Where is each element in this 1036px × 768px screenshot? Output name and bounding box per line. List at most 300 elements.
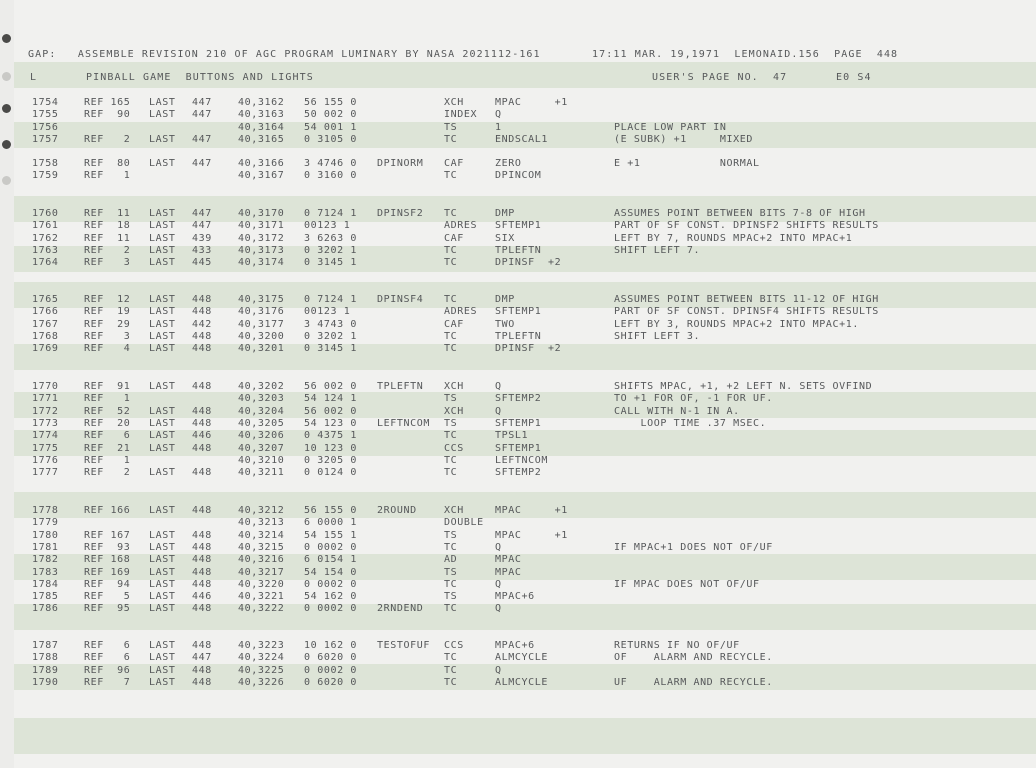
section-title: PINBALL GAME BUTTONS AND LIGHTS (86, 72, 314, 83)
last-label: LAST (149, 652, 176, 664)
last-page: 448 (192, 676, 212, 688)
ref-count: REF 165 (84, 97, 131, 108)
last-label: LAST (149, 330, 176, 342)
address: 40,3176 (238, 306, 285, 318)
last-label: LAST (149, 343, 176, 355)
operand: SFTEMP1 (495, 306, 542, 318)
last-page: 446 (192, 430, 212, 442)
last-label: LAST (149, 664, 176, 676)
line-number: 1764 (32, 257, 59, 269)
ref-count: REF 3 (84, 257, 131, 269)
operand: DMP (495, 294, 515, 305)
last-page: 448 (192, 467, 212, 479)
ref-count: REF 7 (84, 676, 131, 688)
opcode: TS (444, 121, 458, 133)
address: 40,3164 (238, 121, 285, 133)
comment: PART OF SF CONST. DPINSF4 SHIFTS RESULTS (614, 306, 879, 318)
address: 40,3167 (238, 170, 285, 182)
operand: SIX (495, 232, 515, 244)
feed-hole (2, 140, 11, 149)
last-page: 447 (192, 133, 212, 145)
opcode: CAF (444, 318, 464, 330)
line-number: 1785 (32, 591, 59, 603)
opcode: TC (444, 244, 458, 256)
feed-hole (2, 34, 11, 43)
last-label: LAST (149, 257, 176, 269)
header-title: GAP: ASSEMBLE REVISION 210 OF AGC PROGRAM LUMINARY BY NASA 2021112-161 (28, 49, 541, 60)
last-label: LAST (149, 467, 176, 479)
feed-hole (2, 104, 11, 113)
operand: DPINCOM (495, 170, 542, 182)
ref-count: REF 80 (84, 158, 131, 169)
line-number: 1770 (32, 381, 59, 392)
line-number: 1777 (32, 467, 59, 479)
octal-code: 10 162 0 (304, 640, 357, 651)
last-page: 447 (192, 652, 212, 664)
address: 40,3213 (238, 517, 285, 529)
operand: SFTEMP1 (495, 220, 542, 232)
line-number: 1756 (32, 121, 59, 133)
address: 40,3170 (238, 208, 285, 219)
last-page: 433 (192, 244, 212, 256)
last-label: LAST (149, 640, 176, 651)
octal-code: 0 7124 1 (304, 294, 357, 305)
last-page: 448 (192, 306, 212, 318)
opcode: CAF (444, 158, 464, 169)
comment: IF MPAC+1 DOES NOT OF/UF (614, 541, 773, 553)
last-label: LAST (149, 158, 176, 169)
comment: SHIFTS MPAC, +1, +2 LEFT N. SETS OVFIND (614, 381, 873, 392)
octal-code: 10 123 0 (304, 442, 357, 454)
octal-code: 54 123 0 (304, 417, 357, 429)
last-label: LAST (149, 603, 176, 615)
line-number: 1755 (32, 109, 59, 121)
eo-code: E0 S4 (836, 72, 872, 83)
ref-count: REF 11 (84, 208, 131, 219)
octal-code: 0 3160 0 (304, 170, 357, 182)
line-number: 1780 (32, 529, 59, 541)
operand: DPINSF +2 (495, 257, 562, 269)
last-label: LAST (149, 591, 176, 603)
last-label: LAST (149, 430, 176, 442)
last-page: 446 (192, 591, 212, 603)
ref-count: REF 12 (84, 294, 131, 305)
operand: DMP (495, 208, 515, 219)
comment: RETURNS IF NO OF/UF (614, 640, 740, 651)
operand: SFTEMP2 (495, 393, 542, 405)
comment: OF ALARM AND RECYCLE. (614, 652, 773, 664)
last-page: 448 (192, 417, 212, 429)
address: 40,3211 (238, 467, 285, 479)
operand: MPAC (495, 554, 522, 566)
ref-count: REF 6 (84, 652, 131, 664)
ref-count: REF 93 (84, 541, 131, 553)
last-page: 447 (192, 220, 212, 232)
ref-count: REF 169 (84, 566, 131, 578)
ref-count: REF 2 (84, 244, 131, 256)
address: 40,3201 (238, 343, 285, 355)
opcode: TC (444, 330, 458, 342)
octal-code: 0 3202 1 (304, 244, 357, 256)
last-label: LAST (149, 541, 176, 553)
address: 40,3221 (238, 591, 285, 603)
line-number: 1784 (32, 578, 59, 590)
comment: LEFT BY 7, ROUNDS MPAC+2 INTO MPAC+1 (614, 232, 853, 244)
opcode: TC (444, 454, 458, 466)
opcode: DOUBLE (444, 517, 484, 529)
operand: TPSL1 (495, 430, 529, 442)
octal-code: 50 002 0 (304, 109, 357, 121)
last-label: LAST (149, 381, 176, 392)
address: 40,3212 (238, 505, 285, 516)
address: 40,3200 (238, 330, 285, 342)
octal-code: 0 0002 0 (304, 603, 357, 615)
operand: SFTEMP1 (495, 417, 542, 429)
comment: E +1 NORMAL (614, 158, 760, 169)
comment: (E SUBK) +1 MIXED (614, 133, 754, 145)
ref-count: REF 95 (84, 603, 131, 615)
ref-count: REF 19 (84, 306, 131, 318)
last-page: 448 (192, 554, 212, 566)
last-page: 448 (192, 640, 212, 651)
address: 40,3202 (238, 381, 285, 392)
address: 40,3177 (238, 318, 285, 330)
line-number: 1786 (32, 603, 59, 615)
line-number: 1774 (32, 430, 59, 442)
octal-code: 3 4743 0 (304, 318, 357, 330)
operand: Q (495, 109, 502, 121)
octal-code: 0 7124 1 (304, 208, 357, 219)
symbol-label: TPLEFTN (377, 381, 424, 392)
operand: TPLEFTN (495, 244, 542, 256)
octal-code: 0 3145 1 (304, 257, 357, 269)
operand: MPAC (495, 566, 522, 578)
line-number: 1787 (32, 640, 59, 651)
operand: SFTEMP1 (495, 442, 542, 454)
last-label: LAST (149, 294, 176, 305)
ref-count: REF 4 (84, 343, 131, 355)
line-number: 1769 (32, 343, 59, 355)
line-number: 1758 (32, 158, 59, 169)
opcode: CCS (444, 442, 464, 454)
symbol-label: 2ROUND (377, 505, 417, 516)
operand: MPAC+6 (495, 640, 535, 651)
address: 40,3204 (238, 405, 285, 417)
octal-code: 0 6020 0 (304, 652, 357, 664)
opcode: TS (444, 393, 458, 405)
octal-code: 0 3105 0 (304, 133, 357, 145)
last-label: LAST (149, 97, 176, 108)
last-page: 448 (192, 566, 212, 578)
octal-code: 54 162 0 (304, 591, 357, 603)
ref-count: REF 167 (84, 529, 131, 541)
last-label: LAST (149, 566, 176, 578)
ref-count: REF 6 (84, 640, 131, 651)
paper-band (14, 718, 1036, 754)
address: 40,3216 (238, 554, 285, 566)
last-label: LAST (149, 232, 176, 244)
opcode: TC (444, 170, 458, 182)
users-page: USER'S PAGE NO. 47 (652, 72, 788, 83)
last-page: 447 (192, 158, 212, 169)
operand: LEFTNCOM (495, 454, 548, 466)
octal-code: 00123 1 (304, 220, 351, 232)
opcode: INDEX (444, 109, 478, 121)
last-label: LAST (149, 133, 176, 145)
address: 40,3206 (238, 430, 285, 442)
opcode: TC (444, 603, 458, 615)
opcode: XCH (444, 405, 464, 417)
ref-count: REF 1 (84, 170, 131, 182)
octal-code: 56 155 0 (304, 505, 357, 516)
last-page: 448 (192, 578, 212, 590)
symbol-label: 2RNDEND (377, 603, 424, 615)
ref-count: REF 6 (84, 430, 131, 442)
symbol-label: DPINSF4 (377, 294, 424, 305)
opcode: TC (444, 652, 458, 664)
operand: MPAC+6 (495, 591, 535, 603)
operand: ENDSCAL1 (495, 133, 548, 145)
address: 40,3163 (238, 109, 285, 121)
address: 40,3173 (238, 244, 285, 256)
ref-count: REF 166 (84, 505, 131, 516)
ref-count: REF 94 (84, 578, 131, 590)
octal-code: 0 3145 1 (304, 343, 357, 355)
opcode: TS (444, 566, 458, 578)
octal-code: 6 0000 1 (304, 517, 357, 529)
line-number: 1781 (32, 541, 59, 553)
opcode: XCH (444, 97, 464, 108)
address: 40,3171 (238, 220, 285, 232)
ref-count: REF 96 (84, 664, 131, 676)
last-label: LAST (149, 306, 176, 318)
ref-count: REF 52 (84, 405, 131, 417)
address: 40,3165 (238, 133, 285, 145)
address: 40,3220 (238, 578, 285, 590)
last-label: LAST (149, 220, 176, 232)
symbol-label: DPINSF2 (377, 208, 424, 219)
address: 40,3225 (238, 664, 285, 676)
octal-code: 0 0002 0 (304, 578, 357, 590)
last-label: LAST (149, 442, 176, 454)
last-page: 448 (192, 405, 212, 417)
last-page: 439 (192, 232, 212, 244)
address: 40,3207 (238, 442, 285, 454)
octal-code: 54 154 0 (304, 566, 357, 578)
operand: DPINSF +2 (495, 343, 562, 355)
last-label: LAST (149, 578, 176, 590)
operand: Q (495, 381, 502, 392)
comment: LOOP TIME .37 MSEC. (614, 417, 767, 429)
operand: ALMCYCLE (495, 652, 548, 664)
ref-count: REF 2 (84, 133, 131, 145)
operand: 1 (495, 121, 502, 133)
comment: CALL WITH N-1 IN A. (614, 405, 740, 417)
line-number: 1773 (32, 417, 59, 429)
octal-code: 54 155 1 (304, 529, 357, 541)
octal-code: 0 3205 0 (304, 454, 357, 466)
operand: MPAC +1 (495, 529, 568, 541)
opcode: TC (444, 541, 458, 553)
operand: Q (495, 603, 502, 615)
opcode: CAF (444, 232, 464, 244)
last-label: LAST (149, 505, 176, 516)
opcode: XCH (444, 381, 464, 392)
last-label: LAST (149, 208, 176, 219)
last-page: 448 (192, 442, 212, 454)
last-label: LAST (149, 529, 176, 541)
last-page: 448 (192, 603, 212, 615)
last-label: LAST (149, 676, 176, 688)
last-label: LAST (149, 109, 176, 121)
comment: PLACE LOW PART IN (614, 121, 727, 133)
last-page: 448 (192, 541, 212, 553)
comment: IF MPAC DOES NOT OF/UF (614, 578, 760, 590)
ref-count: REF 21 (84, 442, 131, 454)
opcode: CCS (444, 640, 464, 651)
line-number: 1775 (32, 442, 59, 454)
line-number: 1778 (32, 505, 59, 516)
line-number: 1762 (32, 232, 59, 244)
comment: SHIFT LEFT 7. (614, 244, 701, 256)
operand: Q (495, 541, 502, 553)
line-number: 1765 (32, 294, 59, 305)
comment: ASSUMES POINT BETWEEN BITS 7-8 OF HIGH (614, 208, 866, 219)
octal-code: 3 6263 0 (304, 232, 357, 244)
address: 40,3215 (238, 541, 285, 553)
last-page: 448 (192, 381, 212, 392)
operand: MPAC +1 (495, 505, 568, 516)
opcode: TS (444, 591, 458, 603)
opcode: TC (444, 133, 458, 145)
comment: PART OF SF CONST. DPINSF2 SHIFTS RESULTS (614, 220, 879, 232)
operand: ALMCYCLE (495, 676, 548, 688)
header-date-page: 17:11 MAR. 19,1971 LEMONAID.156 PAGE 448 (592, 49, 899, 60)
address: 40,3162 (238, 97, 285, 108)
opcode: TC (444, 676, 458, 688)
line-number: 1790 (32, 676, 59, 688)
address: 40,3226 (238, 676, 285, 688)
ref-count: REF 91 (84, 381, 131, 392)
octal-code: 0 0124 0 (304, 467, 357, 479)
operand: SFTEMP2 (495, 467, 542, 479)
opcode: TC (444, 467, 458, 479)
opcode: TC (444, 208, 458, 219)
line-number: 1763 (32, 244, 59, 256)
line-number: 1772 (32, 405, 59, 417)
octal-code: 0 6020 0 (304, 676, 357, 688)
octal-code: 0 4375 1 (304, 430, 357, 442)
opcode: TS (444, 417, 458, 429)
comment: ASSUMES POINT BETWEEN BITS 11-12 OF HIGH (614, 294, 879, 305)
address: 40,3210 (238, 454, 285, 466)
address: 40,3214 (238, 529, 285, 541)
symbol-label: LEFTNCOM (377, 417, 430, 429)
line-number: 1767 (32, 318, 59, 330)
operand: Q (495, 405, 502, 417)
opcode: TS (444, 529, 458, 541)
last-label: LAST (149, 318, 176, 330)
line-number: 1759 (32, 170, 59, 182)
line-number: 1760 (32, 208, 59, 219)
last-page: 448 (192, 529, 212, 541)
octal-code: 56 155 0 (304, 97, 357, 108)
last-page: 448 (192, 664, 212, 676)
last-page: 445 (192, 257, 212, 269)
opcode: AD (444, 554, 458, 566)
opcode: TC (444, 578, 458, 590)
ref-count: REF 11 (84, 232, 131, 244)
address: 40,3222 (238, 603, 285, 615)
octal-code: 0 0002 0 (304, 541, 357, 553)
address: 40,3174 (238, 257, 285, 269)
ref-count: REF 18 (84, 220, 131, 232)
address: 40,3223 (238, 640, 285, 651)
ref-count: REF 3 (84, 330, 131, 342)
symbol-label: TESTOFUF (377, 640, 430, 651)
opcode: TC (444, 257, 458, 269)
last-label: LAST (149, 405, 176, 417)
last-page: 447 (192, 109, 212, 121)
symbol-label: DPINORM (377, 158, 424, 169)
last-page: 447 (192, 208, 212, 219)
line-number: 1776 (32, 454, 59, 466)
octal-code: 54 001 1 (304, 121, 357, 133)
line-number: 1789 (32, 664, 59, 676)
comment: UF ALARM AND RECYCLE. (614, 676, 773, 688)
operand: TWO (495, 318, 515, 330)
last-page: 447 (192, 97, 212, 108)
feed-hole (2, 72, 11, 81)
comment: SHIFT LEFT 3. (614, 330, 701, 342)
octal-code: 00123 1 (304, 306, 351, 318)
address: 40,3203 (238, 393, 285, 405)
opcode: TC (444, 664, 458, 676)
octal-code: 56 002 0 (304, 405, 357, 417)
opcode: TC (444, 343, 458, 355)
ref-count: REF 2 (84, 467, 131, 479)
line-number: 1766 (32, 306, 59, 318)
opcode: XCH (444, 505, 464, 516)
comment: TO +1 FOR OF, -1 FOR UF. (614, 393, 773, 405)
line-number: 1757 (32, 133, 59, 145)
operand: MPAC +1 (495, 97, 568, 108)
line-number: 1779 (32, 517, 59, 529)
octal-code: 0 0002 0 (304, 664, 357, 676)
line-number: 1782 (32, 554, 59, 566)
line-number: 1788 (32, 652, 59, 664)
opcode: TC (444, 430, 458, 442)
line-number: 1768 (32, 330, 59, 342)
address: 40,3224 (238, 652, 285, 664)
last-page: 442 (192, 318, 212, 330)
octal-code: 54 124 1 (304, 393, 357, 405)
octal-code: 56 002 0 (304, 381, 357, 392)
last-page: 448 (192, 294, 212, 305)
opcode: TC (444, 294, 458, 305)
last-page: 448 (192, 505, 212, 516)
octal-code: 6 0154 1 (304, 554, 357, 566)
opcode: ADRES (444, 306, 478, 318)
line-number: 1783 (32, 566, 59, 578)
last-label: LAST (149, 244, 176, 256)
last-label: LAST (149, 417, 176, 429)
operand: Q (495, 578, 502, 590)
header-l: L (30, 72, 38, 83)
line-number: 1761 (32, 220, 59, 232)
line-number: 1771 (32, 393, 59, 405)
operand: ZERO (495, 158, 522, 169)
